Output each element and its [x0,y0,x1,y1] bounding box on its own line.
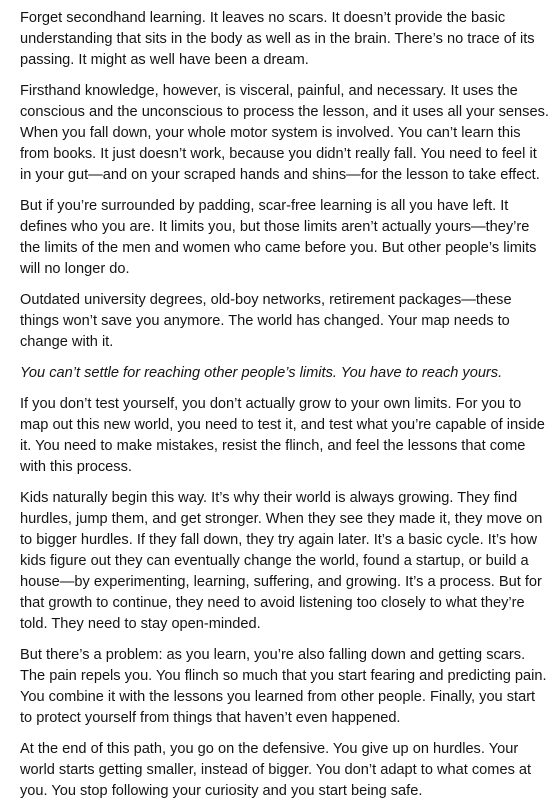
paragraph-4: Outdated university degrees, old-boy networks, retirement packages—these things won’t save you anymore. The world has changed. Your map needs to change with it. [20,292,512,350]
paragraph-6: If you don’t test yourself, you don’t actually grow to your own limits. For you to map out this new world, you need to test it, and test what you’re capable of inside it. You need to make mistakes, resist the flinch, and feel the lessons that come with this process. [20,396,545,475]
paragraph-2: Firsthand knowledge, however, is visceral, painful, and necessary. It uses the conscious and the unconscious to process the lesson, and it uses all your senses. When you fall down, your whole motor system is involved. You can’t learn this from books. It just doesn’t work, because you didn’t really fall. You need to feel it in your gut—and on your scraped hands and shins—for the lesson to take effect. [20,83,549,183]
paragraph-3: But if you’re surrounded by padding, scar-free learning is all you have left. It defines who you are. It limits you, but those limits aren’t actually yours—they’re the limits of the men and women who came before you. But other people’s limits will no longer do. [20,198,537,277]
paragraph-8: But there’s a problem: as you learn, you’re also falling down and getting scars. The pain repels you. You flinch so much that you start fearing and predicting pain. You combine it with the lessons you learned from other people. Finally, you start to protect yourself from things that haven’t even happened. [20,647,547,726]
paragraph-7: Kids naturally begin this way. It’s why their world is always growing. They find hurdles, jump them, and get stronger. When they see they made it, they move on to bigger hurdles. If they fall down, they try again later. It’s a basic cycle. It’s how kids figure out they can eventually change the world, found a startup, or build a house—by experimenting, learning, suffering, and growing. It’s a process. But for that growth to continue, they need to avoid listening too closely to what they’re told. They need to stay open-minded. [20,490,543,632]
paragraph-1: Forget secondhand learning. It leaves no scars. It doesn’t provide the basic understanding that sits in the body as well as in the brain. There’s no trace of its passing. It might as well have been a dream. [20,10,535,68]
paragraph-5-italic-quote: You can’t settle for reaching other people’s limits. You have to reach yours. [20,365,503,381]
paragraph-9: At the end of this path, you go on the defensive. You give up on hurdles. Your world starts getting smaller, instead of bigger. You don’t adapt to what comes at you. You stop following your curiosity and you start being safe. [20,741,532,799]
